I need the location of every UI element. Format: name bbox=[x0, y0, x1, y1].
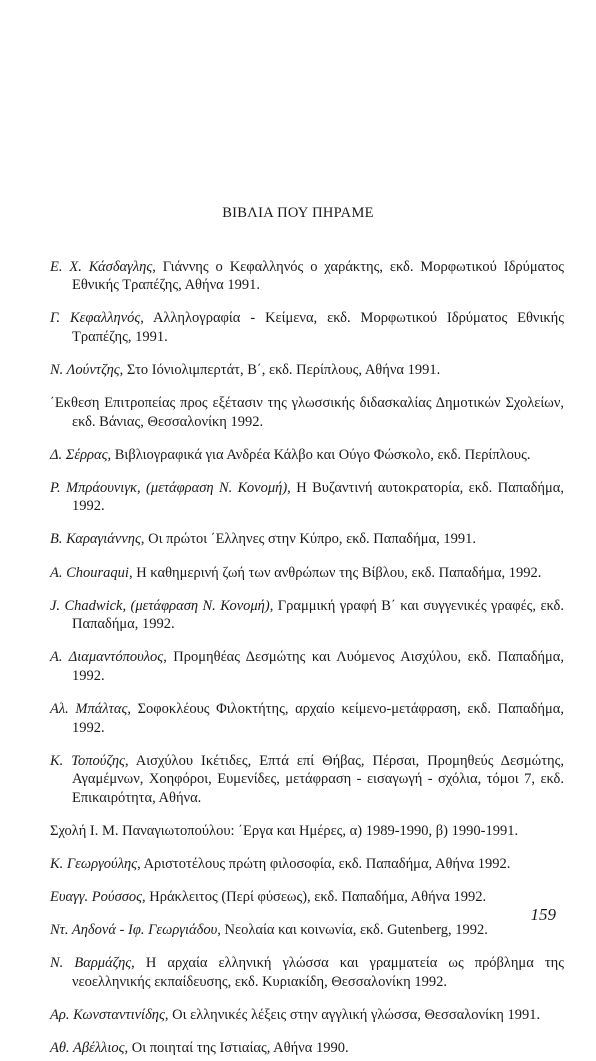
entry-details: , Νεολαία και κοινωνία, εκδ. Gutenberg, 1992. bbox=[217, 922, 488, 939]
entry-details: , Η αρχαία ελληνική γλώσσα και γραμματεία ως πρόβλημα της νεοελληνικής εκπαίδευσης, εκδ. Κυριακίδη, Θεσσαλονίκη 1992. bbox=[72, 955, 565, 990]
bibliography-entry bbox=[50, 1006, 564, 1025]
entry-details: , Αλληλογραφία - Κείμενα, εκδ. Μορφωτικού Ιδρύματος Εθνικής Τραπέζης, 1991. bbox=[72, 310, 564, 345]
entry-details: , Προμηθέας Δεσμώτης και Λυόμενος Αισχύλου, εκδ. Παπαδήμα, 1992. bbox=[72, 649, 565, 684]
bibliography-entry bbox=[50, 394, 564, 431]
entry-details: ΄Εκθεση Επιτροπείας προς εξέτασιν της γλωσσικής διδασκαλίας Δημοτικών Σχολείων, εκδ. Βάνιας, Θεσσαλονίκη 1992. bbox=[50, 394, 564, 430]
bibliography-entry bbox=[50, 954, 564, 991]
entry-details: , Οι ελληνικές λέξεις στην αγγλική γλώσσα, Θεσσαλονίκη 1991. bbox=[164, 1007, 541, 1024]
bibliography-entry bbox=[50, 479, 564, 516]
entry-details: , Βιβλιογραφικά για Ανδρέα Κάλβο και Ούγο Φώσκολο, εκδ. Περίπλους. bbox=[107, 446, 531, 463]
bibliography-entry bbox=[50, 700, 564, 737]
entry-author: Αρ. Κωνσταντινίδης bbox=[50, 1007, 165, 1024]
bibliography-entry bbox=[50, 530, 564, 549]
entry-author: Ε. Χ. Κάσδαγλης bbox=[50, 258, 153, 275]
bibliography-entry bbox=[50, 1039, 564, 1058]
section-title: ΒΙΒΛΙΑ ΠΟΥ ΠΗΡΑΜΕ bbox=[222, 205, 374, 221]
entry-author: Κ. Τοπούζης bbox=[50, 752, 125, 769]
entry-details: , Αισχύλου Ικέτιδες, Επτά επί Θήβας, Πέρσαι, Προμηθεύς Δεσμώτης, Αγαμέμνων, Χοηφόροι, Ευμενίδες, μετάφραση - εισαγωγή - σχόλια, τόμοι 7, εκδ. Επικαιρότητα, Αθήνα. bbox=[72, 752, 564, 806]
bibliography-entry bbox=[50, 921, 564, 940]
bibliography-entry bbox=[50, 855, 564, 874]
entry-author: Β. Καραγιάννης bbox=[50, 531, 141, 548]
entry-details: , Σοφοκλέους Φιλοκτήτης, αρχαίο κείμενο-μετάφραση, εκδ. Παπαδήμα, 1992. bbox=[72, 701, 564, 736]
entry-author: Αλ. Μπάλτας bbox=[50, 701, 128, 717]
entry-author: Γ. Κεφαλληνός bbox=[50, 310, 141, 327]
entry-author: J. Chadwick, (μετάφραση Ν. Κονομή) bbox=[50, 597, 270, 614]
entry-details: Σχολή Ι. Μ. Παναγιωτοπούλου: ΄Εργα και Ημέρες, α) 1989-1990, β) 1990-1991. bbox=[50, 822, 519, 839]
entry-author: Ν. Λούντζης bbox=[50, 361, 120, 378]
entry-details: , Ηράκλειτος (Περί φύσεως), εκδ. Παπαδήμα, Αθήνα 1992. bbox=[142, 889, 487, 906]
entry-author: A. Chouraqui bbox=[50, 564, 129, 581]
bibliography-entry bbox=[50, 446, 564, 465]
entry-details: , Γραμμική γραφή Β΄ και συγγενικές γραφές, εκδ. Παπαδήμα, 1992. bbox=[72, 597, 564, 633]
entry-details: , Γιάννης ο Κεφαλληνός ο χαράκτης, εκδ. Μορφωτικού Ιδρύματος Εθνικής Τραπέζης, Αθήνα 1991. bbox=[72, 258, 565, 294]
entry-author: Ν. Βαρμάζης bbox=[50, 955, 132, 972]
bibliography-entry bbox=[50, 888, 564, 907]
entry-author: Δ. Σέρρας bbox=[50, 446, 108, 463]
entry-details: , Στο Ιόνιολιμπερτάτ, Β΄, εκδ. Περίπλους, Αθήνα 1991. bbox=[119, 361, 441, 378]
bibliography-entry bbox=[50, 361, 564, 380]
entry-author: Ευαγγ. Ρούσσος bbox=[50, 889, 142, 906]
entry-author: Ρ. Μπράουνιγκ, (μετάφραση Ν. Κονομή) bbox=[50, 479, 288, 496]
entry-details: , Η Βυζαντινή αυτοκρατορία, εκδ. Παπαδήμα, 1992. bbox=[72, 479, 564, 515]
bibliography-entry bbox=[50, 752, 564, 808]
bibliography-entry bbox=[50, 648, 564, 685]
entry-author: Αθ. Αβέλλιος bbox=[50, 1040, 125, 1057]
entry-details: , Αριστοτέλους πρώτη φιλοσοφία, εκδ. Παπαδήμα, Αθήνα 1992. bbox=[137, 856, 511, 873]
entry-details: , Οι πρώτοι ΄Ελληνες στην Κύπρο, εκδ. Παπαδήμα, 1991. bbox=[140, 531, 476, 548]
bibliography-entry bbox=[50, 822, 564, 841]
page-number: 159 bbox=[530, 905, 556, 924]
entry-author: Α. Διαμαντόπουλος bbox=[50, 649, 164, 666]
bibliography-entry bbox=[50, 564, 564, 583]
bibliography-list bbox=[50, 243, 564, 1061]
entry-author: Κ. Γεωργούλης bbox=[50, 856, 138, 873]
entry-details: , Η καθημερινή ζωή των ανθρώπων της Βίβλου, εκδ. Παπαδήμα, 1992. bbox=[128, 564, 542, 581]
bibliography-entry bbox=[50, 309, 564, 346]
bibliography-entry bbox=[50, 258, 564, 295]
entry-author: Ντ. Αηδονά - Ιφ. Γεωργιάδου bbox=[50, 922, 218, 939]
entry-details: , Οι ποιηταί της Ιστιαίας, Αθήνα 1990. bbox=[124, 1040, 349, 1057]
bibliography-entry bbox=[50, 597, 564, 634]
